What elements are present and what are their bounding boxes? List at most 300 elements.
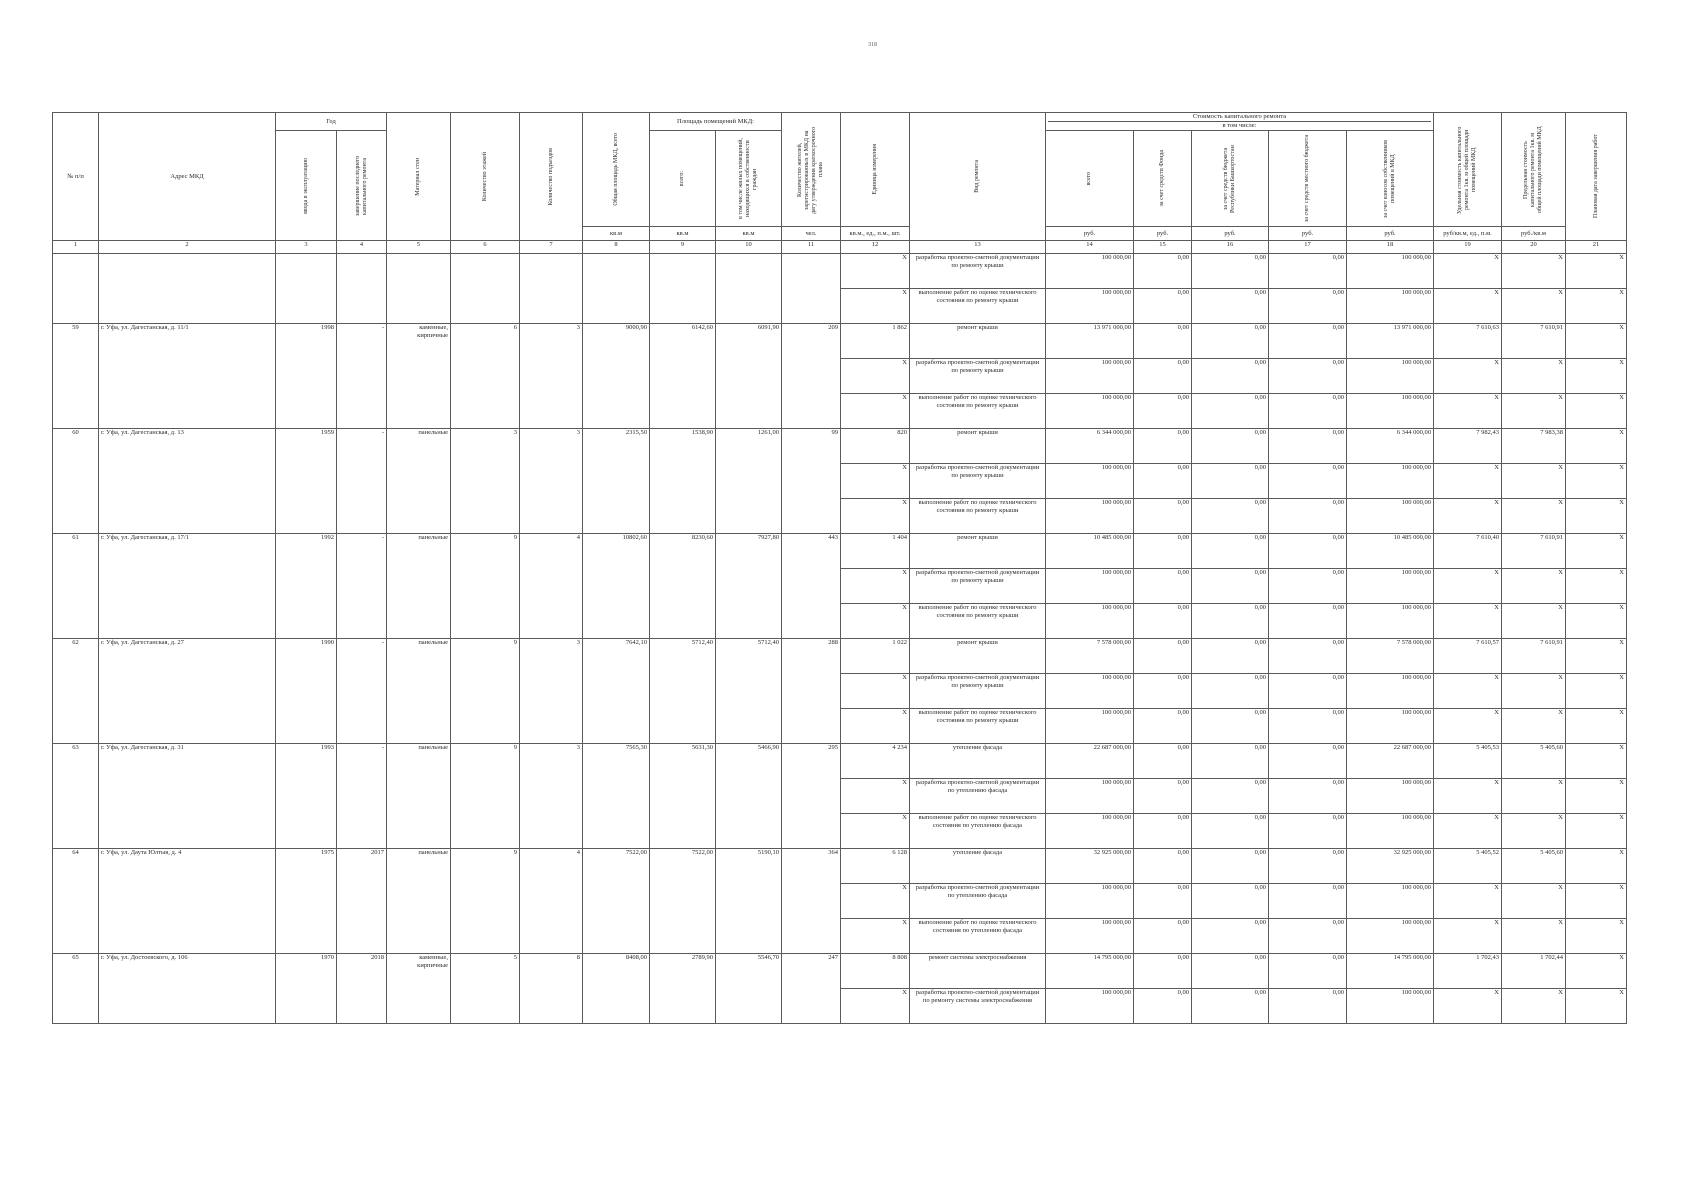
unit-unit-cost: руб/кв.м, ед., п.м. bbox=[1434, 227, 1502, 241]
unit-cost-cell: X bbox=[1434, 394, 1502, 429]
quantity-cell: X bbox=[841, 814, 910, 849]
address-cell: г. Уфа, ул. Дагестанская, д. 31 bbox=[99, 744, 276, 779]
cost-owners-cell: 100 000,00 bbox=[1347, 884, 1434, 919]
wall-material-cell bbox=[387, 989, 451, 1024]
cost-total-cell: 100 000,00 bbox=[1046, 464, 1134, 499]
address-cell: г. Уфа, ул. Дагестанская, д. 13 bbox=[99, 429, 276, 464]
address-cell bbox=[99, 254, 276, 289]
cost-local-cell: 0,00 bbox=[1269, 254, 1347, 289]
cost-republic-cell: 0,00 bbox=[1192, 289, 1269, 324]
table-row bbox=[53, 919, 1627, 954]
max-cost-cell: X bbox=[1502, 359, 1566, 394]
cost-local-cell: 0,00 bbox=[1269, 394, 1347, 429]
wall-material-cell: каменные, кирпичные bbox=[387, 324, 451, 359]
residential-area-cell: 5466,90 bbox=[716, 744, 782, 779]
cost-fund-cell: 0,00 bbox=[1134, 289, 1192, 324]
total-area-cell bbox=[583, 254, 650, 289]
work-type-cell: ремонт крыши bbox=[910, 429, 1046, 464]
work-type-cell: ремонт крыши bbox=[910, 534, 1046, 569]
unit-cost-cell: X bbox=[1434, 604, 1502, 639]
column-number: 1 bbox=[53, 241, 99, 254]
premises-area-cell: 5631,30 bbox=[650, 744, 716, 779]
year-commission-cell: 1990 bbox=[276, 639, 337, 674]
residential-area-cell bbox=[716, 394, 782, 429]
unit-cost-cell: X bbox=[1434, 814, 1502, 849]
wall-material-cell bbox=[387, 254, 451, 289]
work-type-cell: разработка проектно-сметной документации по ремонту крыши bbox=[910, 359, 1046, 394]
cost-total-cell: 32 925 000,00 bbox=[1046, 849, 1134, 884]
cost-local-cell: 0,00 bbox=[1269, 884, 1347, 919]
year-commission-cell bbox=[276, 989, 337, 1024]
residents-cell bbox=[782, 884, 841, 919]
residents-cell bbox=[782, 499, 841, 534]
total-area-cell bbox=[583, 394, 650, 429]
residential-area-cell: 5190,10 bbox=[716, 849, 782, 884]
cost-local-cell: 0,00 bbox=[1269, 464, 1347, 499]
entrances-cell bbox=[520, 919, 583, 954]
entrances-cell bbox=[520, 884, 583, 919]
cost-owners-cell: 100 000,00 bbox=[1347, 359, 1434, 394]
cost-owners-cell: 14 795 000,00 bbox=[1347, 954, 1434, 989]
residents-cell: 443 bbox=[782, 534, 841, 569]
premises-area-cell bbox=[650, 674, 716, 709]
header-unit: Единица измерения bbox=[841, 113, 910, 227]
work-type-cell: утепление фасада bbox=[910, 849, 1046, 884]
cost-republic-cell: 0,00 bbox=[1192, 254, 1269, 289]
quantity-cell: X bbox=[841, 359, 910, 394]
completion-date-cell: X bbox=[1566, 884, 1627, 919]
floors-cell: 6 bbox=[451, 324, 520, 359]
cost-republic-cell: 0,00 bbox=[1192, 744, 1269, 779]
work-type-cell: выполнение работ по оценке технического состояния по ремонту крыши bbox=[910, 604, 1046, 639]
unit-premises-total: кв.м bbox=[650, 227, 716, 241]
floors-cell bbox=[451, 779, 520, 814]
year-commission-cell bbox=[276, 919, 337, 954]
residential-area-cell bbox=[716, 674, 782, 709]
cost-local-cell: 0,00 bbox=[1269, 919, 1347, 954]
year-repair-cell: - bbox=[337, 639, 387, 674]
year-repair-cell bbox=[337, 674, 387, 709]
work-type-cell: разработка проектно-сметной документации по утеплению фасада bbox=[910, 884, 1046, 919]
cost-local-cell: 0,00 bbox=[1269, 814, 1347, 849]
cost-local-cell: 0,00 bbox=[1269, 674, 1347, 709]
unit-cost-cell: X bbox=[1434, 464, 1502, 499]
address-cell bbox=[99, 884, 276, 919]
year-repair-cell bbox=[337, 289, 387, 324]
completion-date-cell: X bbox=[1566, 639, 1627, 674]
entrances-cell bbox=[520, 569, 583, 604]
work-type-cell: выполнение работ по оценке технического состояния по ремонту крыши bbox=[910, 709, 1046, 744]
row-number bbox=[53, 709, 99, 744]
unit-cost-cell: X bbox=[1434, 289, 1502, 324]
floors-cell bbox=[451, 394, 520, 429]
floors-cell bbox=[451, 604, 520, 639]
max-cost-cell: X bbox=[1502, 814, 1566, 849]
cost-total-cell: 6 344 000,00 bbox=[1046, 429, 1134, 464]
unit-cost-cell: X bbox=[1434, 254, 1502, 289]
max-cost-cell: X bbox=[1502, 674, 1566, 709]
floors-cell: 9 bbox=[451, 534, 520, 569]
max-cost-cell: X bbox=[1502, 919, 1566, 954]
row-number bbox=[53, 359, 99, 394]
address-cell: г. Уфа, ул. Дагестанская, д. 27 bbox=[99, 639, 276, 674]
row-number bbox=[53, 814, 99, 849]
floors-cell: 3 bbox=[451, 429, 520, 464]
quantity-cell: X bbox=[841, 919, 910, 954]
completion-date-cell: X bbox=[1566, 919, 1627, 954]
row-number bbox=[53, 394, 99, 429]
year-repair-cell bbox=[337, 814, 387, 849]
cost-total-cell: 100 000,00 bbox=[1046, 989, 1134, 1024]
cost-fund-cell: 0,00 bbox=[1134, 744, 1192, 779]
header-row-1 bbox=[53, 113, 1627, 131]
residents-cell bbox=[782, 254, 841, 289]
completion-date-cell: X bbox=[1566, 779, 1627, 814]
wall-material-cell bbox=[387, 919, 451, 954]
residents-cell bbox=[782, 359, 841, 394]
wall-material-cell: панельные bbox=[387, 849, 451, 884]
table-row bbox=[53, 464, 1627, 499]
work-type-cell: выполнение работ по оценке технического состояния по ремонту крыши bbox=[910, 499, 1046, 534]
year-commission-cell: 1998 bbox=[276, 324, 337, 359]
cost-local-cell: 0,00 bbox=[1269, 989, 1347, 1024]
max-cost-cell: 7 610,91 bbox=[1502, 639, 1566, 674]
cost-local-cell: 0,00 bbox=[1269, 359, 1347, 394]
cost-total-cell: 13 971 000,00 bbox=[1046, 324, 1134, 359]
column-number: 19 bbox=[1434, 241, 1502, 254]
table-row bbox=[53, 394, 1627, 429]
cost-local-cell: 0,00 bbox=[1269, 324, 1347, 359]
residential-area-cell bbox=[716, 779, 782, 814]
premises-area-cell bbox=[650, 569, 716, 604]
residential-area-cell bbox=[716, 989, 782, 1024]
cost-fund-cell: 0,00 bbox=[1134, 394, 1192, 429]
table-row bbox=[53, 499, 1627, 534]
table-row bbox=[53, 814, 1627, 849]
cost-fund-cell: 0,00 bbox=[1134, 674, 1192, 709]
cost-fund-cell: 0,00 bbox=[1134, 954, 1192, 989]
year-commission-cell bbox=[276, 359, 337, 394]
cost-owners-cell: 7 578 000,00 bbox=[1347, 639, 1434, 674]
header-premises-total: всего: bbox=[650, 131, 716, 227]
cost-local-cell: 0,00 bbox=[1269, 569, 1347, 604]
residents-cell bbox=[782, 394, 841, 429]
header-year-last-repair: завершение последнего капитального ремонта bbox=[337, 131, 387, 241]
year-repair-cell: - bbox=[337, 429, 387, 464]
residential-area-cell bbox=[716, 569, 782, 604]
entrances-cell: 8 bbox=[520, 954, 583, 989]
row-number: 64 bbox=[53, 849, 99, 884]
max-cost-cell: X bbox=[1502, 289, 1566, 324]
year-repair-cell bbox=[337, 254, 387, 289]
wall-material-cell bbox=[387, 359, 451, 394]
max-cost-cell: X bbox=[1502, 394, 1566, 429]
row-number: 59 bbox=[53, 324, 99, 359]
total-area-cell bbox=[583, 779, 650, 814]
residential-area-cell bbox=[716, 359, 782, 394]
table-row bbox=[53, 884, 1627, 919]
total-area-cell bbox=[583, 709, 650, 744]
premises-area-cell bbox=[650, 254, 716, 289]
header-floors: Количество этажей bbox=[451, 113, 520, 241]
total-area-cell: 8408,00 bbox=[583, 954, 650, 989]
column-number: 17 bbox=[1269, 241, 1347, 254]
premises-area-cell bbox=[650, 989, 716, 1024]
header-num: № п/п bbox=[53, 113, 99, 241]
column-number: 16 bbox=[1192, 241, 1269, 254]
cost-republic-cell: 0,00 bbox=[1192, 604, 1269, 639]
unit-cost-cell: X bbox=[1434, 674, 1502, 709]
cost-owners-cell: 22 687 000,00 bbox=[1347, 744, 1434, 779]
address-cell bbox=[99, 394, 276, 429]
header-entrances: Количество подъездов bbox=[520, 113, 583, 241]
cost-fund-cell: 0,00 bbox=[1134, 359, 1192, 394]
work-type-cell: ремонт крыши bbox=[910, 639, 1046, 674]
year-commission-cell bbox=[276, 394, 337, 429]
cost-total-cell: 100 000,00 bbox=[1046, 254, 1134, 289]
cost-republic-cell: 0,00 bbox=[1192, 779, 1269, 814]
floors-cell bbox=[451, 989, 520, 1024]
cost-owners-cell: 10 485 000,00 bbox=[1347, 534, 1434, 569]
floors-cell: 9 bbox=[451, 849, 520, 884]
year-commission-cell bbox=[276, 289, 337, 324]
quantity-cell: 820 bbox=[841, 429, 910, 464]
cost-fund-cell: 0,00 bbox=[1134, 604, 1192, 639]
column-number: 11 bbox=[782, 241, 841, 254]
residents-cell: 364 bbox=[782, 849, 841, 884]
max-cost-cell: X bbox=[1502, 254, 1566, 289]
cost-fund-cell: 0,00 bbox=[1134, 849, 1192, 884]
floors-cell bbox=[451, 254, 520, 289]
completion-date-cell: X bbox=[1566, 954, 1627, 989]
table-row bbox=[53, 674, 1627, 709]
entrances-cell bbox=[520, 814, 583, 849]
table-row bbox=[53, 429, 1627, 464]
residential-area-cell bbox=[716, 499, 782, 534]
unit-cost-republic: руб. bbox=[1192, 227, 1269, 241]
table-row bbox=[53, 779, 1627, 814]
cost-fund-cell: 0,00 bbox=[1134, 814, 1192, 849]
quantity-cell: X bbox=[841, 884, 910, 919]
unit-cost-cell: X bbox=[1434, 359, 1502, 394]
quantity-cell: 1 404 bbox=[841, 534, 910, 569]
entrances-cell bbox=[520, 709, 583, 744]
cost-republic-cell: 0,00 bbox=[1192, 569, 1269, 604]
cost-total-cell: 100 000,00 bbox=[1046, 569, 1134, 604]
cost-owners-cell: 13 971 000,00 bbox=[1347, 324, 1434, 359]
total-area-cell bbox=[583, 499, 650, 534]
cost-owners-cell: 100 000,00 bbox=[1347, 604, 1434, 639]
premises-area-cell bbox=[650, 394, 716, 429]
header-wall-material: Материал стен bbox=[387, 113, 451, 241]
row-number: 65 bbox=[53, 954, 99, 989]
cost-owners-cell: 100 000,00 bbox=[1347, 674, 1434, 709]
address-cell: г. Уфа, ул. Достоевского, д. 106 bbox=[99, 954, 276, 989]
unit-cost-cell: X bbox=[1434, 499, 1502, 534]
entrances-cell: 3 bbox=[520, 429, 583, 464]
address-cell: г. Уфа, ул. Дагестанская, д. 11/1 bbox=[99, 324, 276, 359]
completion-date-cell: X bbox=[1566, 429, 1627, 464]
year-repair-cell bbox=[337, 779, 387, 814]
completion-date-cell: X bbox=[1566, 499, 1627, 534]
residential-area-cell bbox=[716, 604, 782, 639]
completion-date-cell: X bbox=[1566, 534, 1627, 569]
header-premises-group: Площадь помещений МКД: bbox=[650, 113, 782, 131]
work-type-cell: разработка проектно-сметной документации по ремонту крыши bbox=[910, 674, 1046, 709]
max-cost-cell: X bbox=[1502, 709, 1566, 744]
completion-date-cell: X bbox=[1566, 359, 1627, 394]
unit-cost-cell: 7 982,43 bbox=[1434, 429, 1502, 464]
cost-owners-cell: 100 000,00 bbox=[1347, 499, 1434, 534]
total-area-cell bbox=[583, 989, 650, 1024]
cost-owners-cell: 100 000,00 bbox=[1347, 254, 1434, 289]
year-repair-cell bbox=[337, 499, 387, 534]
header-address: Адрес МКД bbox=[99, 113, 276, 241]
unit-cost-cell: 7 610,57 bbox=[1434, 639, 1502, 674]
row-number: 63 bbox=[53, 744, 99, 779]
wall-material-cell bbox=[387, 464, 451, 499]
completion-date-cell: X bbox=[1566, 814, 1627, 849]
unit-cost-cell: X bbox=[1434, 709, 1502, 744]
year-commission-cell bbox=[276, 884, 337, 919]
completion-date-cell: X bbox=[1566, 289, 1627, 324]
year-commission-cell bbox=[276, 674, 337, 709]
wall-material-cell bbox=[387, 814, 451, 849]
cost-local-cell: 0,00 bbox=[1269, 499, 1347, 534]
floors-cell bbox=[451, 884, 520, 919]
header-year-group: Год bbox=[276, 113, 387, 131]
unit-cost-owners: руб. bbox=[1347, 227, 1434, 241]
residential-area-cell bbox=[716, 814, 782, 849]
residents-cell: 247 bbox=[782, 954, 841, 989]
entrances-cell: 4 bbox=[520, 534, 583, 569]
year-commission-cell bbox=[276, 499, 337, 534]
quantity-cell: X bbox=[841, 499, 910, 534]
max-cost-cell: 1 702,44 bbox=[1502, 954, 1566, 989]
floors-cell bbox=[451, 499, 520, 534]
year-commission-cell bbox=[276, 569, 337, 604]
cost-republic-cell: 0,00 bbox=[1192, 989, 1269, 1024]
table-row bbox=[53, 744, 1627, 779]
quantity-cell: X bbox=[841, 289, 910, 324]
cost-local-cell: 0,00 bbox=[1269, 744, 1347, 779]
cost-fund-cell: 0,00 bbox=[1134, 569, 1192, 604]
row-number bbox=[53, 604, 99, 639]
header-work-type: Вид ремонта bbox=[910, 113, 1046, 241]
cost-owners-cell: 100 000,00 bbox=[1347, 464, 1434, 499]
completion-date-cell: X bbox=[1566, 254, 1627, 289]
max-cost-cell: X bbox=[1502, 464, 1566, 499]
quantity-cell: 1 022 bbox=[841, 639, 910, 674]
total-area-cell: 2315,50 bbox=[583, 429, 650, 464]
work-type-cell: ремонт системы электроснабжения bbox=[910, 954, 1046, 989]
total-area-cell bbox=[583, 674, 650, 709]
cost-fund-cell: 0,00 bbox=[1134, 324, 1192, 359]
year-repair-cell bbox=[337, 569, 387, 604]
premises-area-cell bbox=[650, 289, 716, 324]
year-commission-cell: 1959 bbox=[276, 429, 337, 464]
cost-local-cell: 0,00 bbox=[1269, 534, 1347, 569]
work-type-cell: выполнение работ по оценке технического состояния по утеплению фасада bbox=[910, 814, 1046, 849]
max-cost-cell: 7 610,91 bbox=[1502, 324, 1566, 359]
cost-local-cell: 0,00 bbox=[1269, 429, 1347, 464]
entrances-cell: 3 bbox=[520, 744, 583, 779]
work-type-cell: выполнение работ по оценке технического состояния по ремонту крыши bbox=[910, 394, 1046, 429]
floors-cell bbox=[451, 569, 520, 604]
premises-area-cell bbox=[650, 464, 716, 499]
total-area-cell: 7522,00 bbox=[583, 849, 650, 884]
residential-area-cell bbox=[716, 464, 782, 499]
entrances-cell bbox=[520, 499, 583, 534]
column-number: 21 bbox=[1566, 241, 1627, 254]
table-row bbox=[53, 849, 1627, 884]
cost-owners-cell: 100 000,00 bbox=[1347, 989, 1434, 1024]
premises-area-cell bbox=[650, 709, 716, 744]
wall-material-cell bbox=[387, 569, 451, 604]
work-type-cell: утепление фасада bbox=[910, 744, 1046, 779]
cost-fund-cell: 0,00 bbox=[1134, 779, 1192, 814]
year-repair-cell: - bbox=[337, 324, 387, 359]
year-repair-cell bbox=[337, 359, 387, 394]
residents-cell bbox=[782, 569, 841, 604]
wall-material-cell: панельные bbox=[387, 744, 451, 779]
premises-area-cell: 7522,00 bbox=[650, 849, 716, 884]
cost-total-cell: 100 000,00 bbox=[1046, 394, 1134, 429]
address-cell bbox=[99, 709, 276, 744]
cost-total-cell: 100 000,00 bbox=[1046, 674, 1134, 709]
cost-republic-cell: 0,00 bbox=[1192, 814, 1269, 849]
unit-cost-cell: X bbox=[1434, 779, 1502, 814]
address-cell: г. Уфа, ул. Дагестанская, д. 17/1 bbox=[99, 534, 276, 569]
address-cell bbox=[99, 499, 276, 534]
premises-area-cell: 5712,40 bbox=[650, 639, 716, 674]
cost-total-cell: 14 795 000,00 bbox=[1046, 954, 1134, 989]
cost-total-cell: 100 000,00 bbox=[1046, 919, 1134, 954]
header-unit-cost: Удельная стоимость капитального ремонта 1кв. м общей площади помещений МКД bbox=[1434, 113, 1502, 227]
floors-cell bbox=[451, 674, 520, 709]
table-row bbox=[53, 289, 1627, 324]
year-commission-cell bbox=[276, 779, 337, 814]
residents-cell: 209 bbox=[782, 324, 841, 359]
column-number: 13 bbox=[910, 241, 1046, 254]
quantity-cell: X bbox=[841, 779, 910, 814]
cost-owners-cell: 100 000,00 bbox=[1347, 709, 1434, 744]
cost-fund-cell: 0,00 bbox=[1134, 464, 1192, 499]
quantity-cell: X bbox=[841, 674, 910, 709]
cost-owners-cell: 100 000,00 bbox=[1347, 394, 1434, 429]
premises-area-cell bbox=[650, 359, 716, 394]
floors-cell: 5 bbox=[451, 954, 520, 989]
entrances-cell bbox=[520, 254, 583, 289]
cost-owners-cell: 32 925 000,00 bbox=[1347, 849, 1434, 884]
entrances-cell bbox=[520, 359, 583, 394]
year-repair-cell: - bbox=[337, 744, 387, 779]
cost-owners-cell: 100 000,00 bbox=[1347, 919, 1434, 954]
cost-republic-cell: 0,00 bbox=[1192, 429, 1269, 464]
quantity-cell: 1 862 bbox=[841, 324, 910, 359]
header-cost-republic: за счет средств бюджета Республики Башкортостан bbox=[1192, 131, 1269, 227]
premises-area-cell bbox=[650, 814, 716, 849]
entrances-cell bbox=[520, 674, 583, 709]
year-repair-cell: - bbox=[337, 534, 387, 569]
table-row bbox=[53, 989, 1627, 1024]
entrances-cell bbox=[520, 989, 583, 1024]
header-residents: Количество жителей, зарегистрированных в МКД на дату утверждения краткосрочного плана bbox=[782, 113, 841, 227]
entrances-cell bbox=[520, 779, 583, 814]
max-cost-cell: 7 610,91 bbox=[1502, 534, 1566, 569]
cost-total-cell: 100 000,00 bbox=[1046, 884, 1134, 919]
premises-area-cell bbox=[650, 499, 716, 534]
